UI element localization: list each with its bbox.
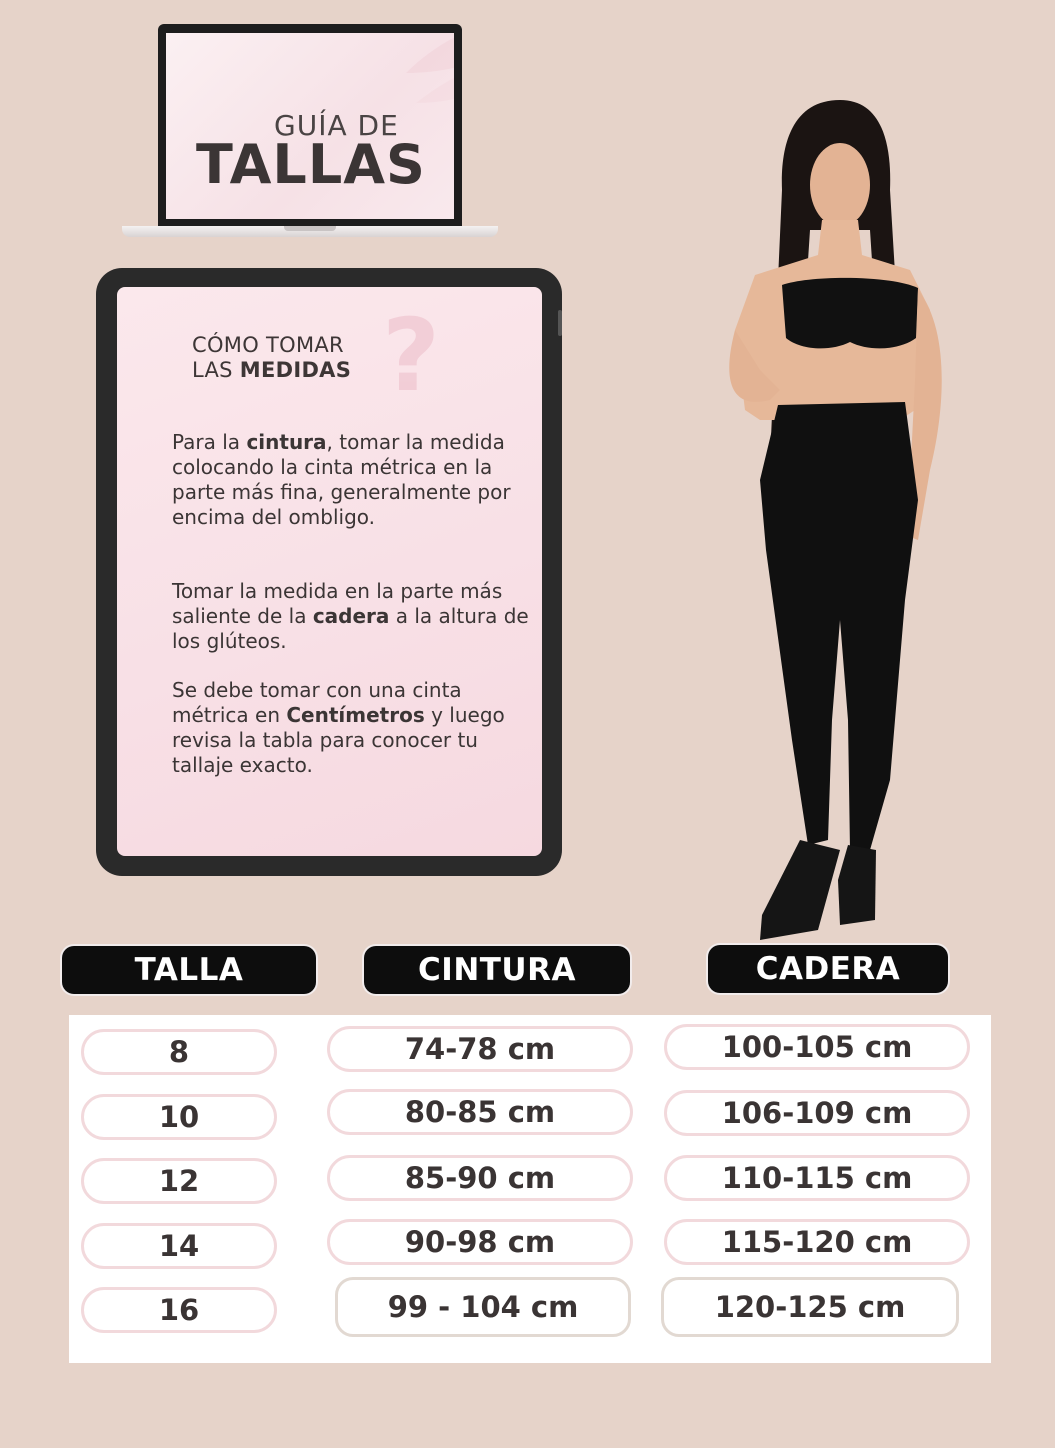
waist-text-bold: cintura [246,430,327,454]
cadera-header: CADERA [708,945,948,993]
unit-text-c: y luego revisa la tabla para conocer tu tallaje exacto. [172,703,505,777]
waist-text-a: Para la [172,430,247,454]
waist-instructions [172,430,542,530]
heading-line-2-pre: LAS [192,358,240,382]
hip-cell: 115-120 cm [664,1219,970,1265]
cintura-header: CINTURA [364,946,630,994]
hip-text-bold: cadera [312,604,390,628]
how-to-measure-heading [192,333,351,383]
laptop-notch [284,226,336,231]
waist-cell: 74-78 cm [327,1026,633,1072]
waist-text-c: , tomar la medida colocando la cinta métrica en la parte más fina, generalmente por encima del ombligo. [172,430,511,529]
guide-title: TALLAS [196,133,426,196]
hip-text-c: a la altura de los glúteos. [172,604,529,653]
unit-instructions [172,678,542,778]
unit-text-bold: Centímetros [286,703,425,727]
hip-cell: 110-115 cm [664,1155,970,1201]
hip-cell: 106-109 cm [664,1090,970,1136]
waist-cell: 85-90 cm [327,1155,633,1201]
heading-line-2 [192,358,351,383]
hip-instructions [172,579,542,654]
laptop-frame [158,24,462,228]
size-cell: 12 [81,1158,277,1204]
talla-header: TALLA [62,946,316,994]
waist-cell: 80-85 cm [327,1089,633,1135]
laptop-display [166,33,454,219]
unit-text-a: Se debe tomar con una cinta métrica en [172,678,462,727]
model-photo [700,80,980,960]
tablet-display [117,287,542,856]
tablet-frame [96,268,562,876]
heading-line-2-bold: MEDIDAS [239,358,352,382]
tablet-side-button [558,310,562,336]
heading-line-1: CÓMO TOMAR [192,333,344,357]
hip-cell: 100-105 cm [664,1024,970,1070]
size-table [69,1015,991,1363]
size-cell: 16 [81,1287,277,1333]
guide-subtitle: GUÍA DE [274,109,399,142]
question-mark-icon: ? [382,297,441,414]
waist-cell: 99 - 104 cm [335,1277,631,1337]
waist-cell: 90-98 cm [327,1219,633,1265]
size-cell: 14 [81,1223,277,1269]
leaf-decoration-icon [396,33,454,133]
hip-text-a: Tomar la medida en la parte más saliente de la [172,579,503,628]
size-cell: 8 [81,1029,277,1075]
hip-cell: 120-125 cm [661,1277,959,1337]
size-cell: 10 [81,1094,277,1140]
